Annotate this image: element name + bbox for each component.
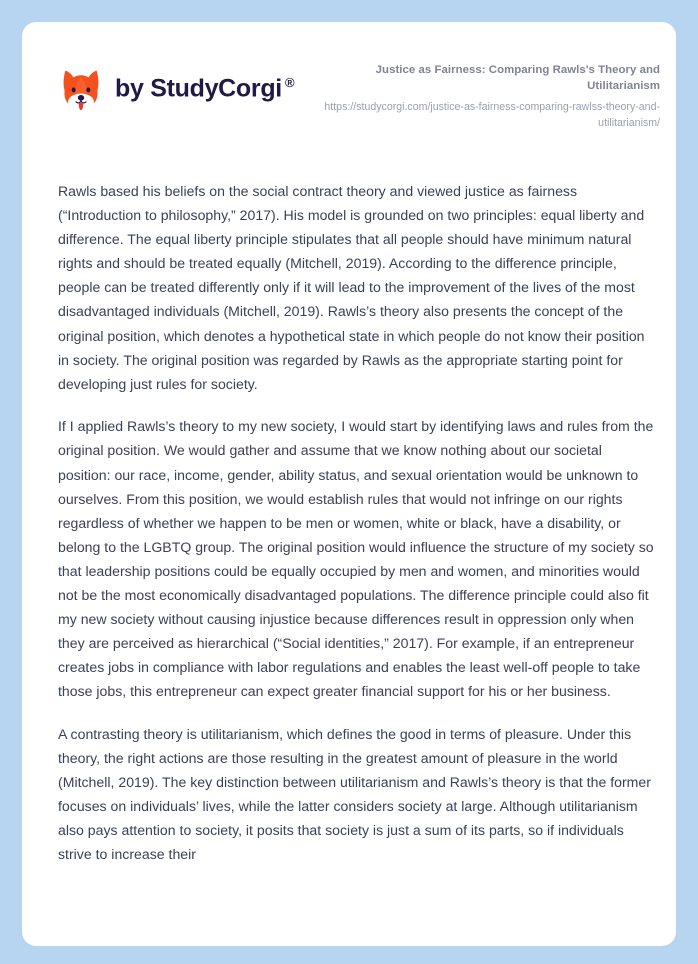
body-paragraph: Rawls based his beliefs on the social contract theory and viewed justice as fairness (“Introduction to philosophy,” 2017). His model is grounded on two principles: equal liberty and difference. The equal liberty principle stipulates that all people should have minimum natural rights and should be treated equally (Mitchell, 2019). According to the difference principle, people can be treated differently only if it will lead to the improvement of the lives of the most disadvantaged individuals (Mitchell, 2019). Rawls’s theory also presents the concept of the original position, which denotes a hypothetical state in which people do not know their position in society. The original position was regarded by Rawls as the appropriate starting point for developing just rules for society. [58, 183, 645, 392]
brand-logo-group[interactable] [58, 66, 294, 112]
document-meta [320, 60, 660, 131]
corgi-head-icon [58, 66, 104, 112]
brand-wordmark [115, 76, 294, 101]
document-source-url[interactable]: https://studycorgi.com/justice-as-fairness-comparing-rawlss-theory-and-utilitarianism/ [324, 101, 660, 129]
body-paragraph: A contrasting theory is utilitarianism, which defines the good in terms of pleasure. Under this theory, the right actions are those resulting in the greatest amount of pleasure in the world (Mitchell, 2019). The key distinction between utilitarianism and Rawls’s theory is that the former focuses on individuals’ lives, while the latter considers society at large. Although utilitarianism also pays attention to society, it posits that society is just a sum of its parts, so if individuals strive to increase their [58, 725, 651, 863]
document-header [22, 22, 676, 132]
brand-name-text: by StudyCorgi [115, 74, 282, 103]
document-title: Justice as Fairness: Comparing Rawls's Theory and Utilitarianism [375, 64, 660, 93]
registered-trademark-icon: ® [284, 75, 295, 91]
body-paragraph: If I applied Rawls’s theory to my new society, I would start by identifying laws and rules from the original position. We would gather and assume that we know nothing about our societal position: our race, income, gender, ability status, and sexual orientation would be unknown to ourselves. From this position, we would establish rules that would not infringe on our rights regardless of whether we happen to be men or women, white or black, have a disability, or belong to the LGBTQ group. The original position would influence the structure of my society so that leadership positions could be equally occupied by men and women, and minorities would not be the most economically disadvantaged populations. The difference principle could also fit my new society without causing injustice because differences result in oppression only when they are perceived as hierarchical (“Social identities,” 2017). For example, if an entrepreneur creates jobs in compliance with labor regulations and enables the least well-off people to take those jobs, this entrepreneur can expect greater financial support for his or her business. [58, 418, 654, 700]
document-paper [22, 22, 676, 946]
document-body [58, 179, 658, 867]
